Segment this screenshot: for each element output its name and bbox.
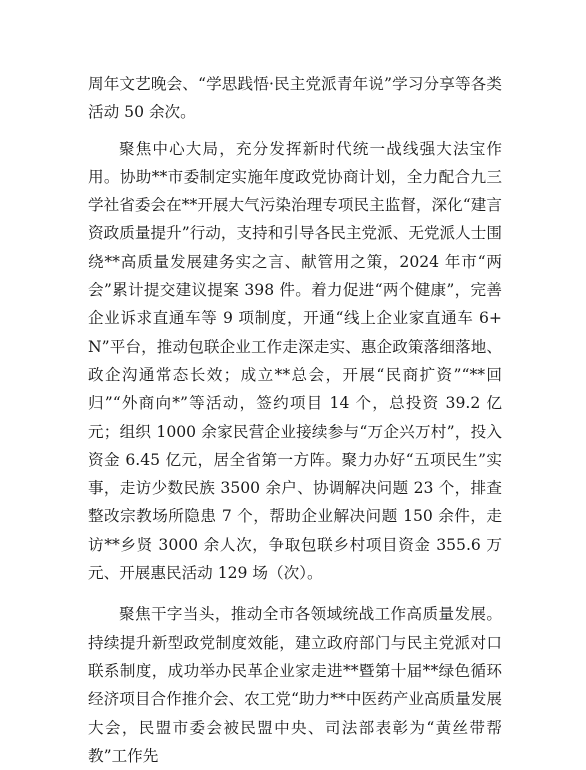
- paragraph-1: 周年文艺晚会、“学思践悟·民主党派青年说”学习分享等各类活动 50 余次。: [88, 75, 502, 122]
- paragraph-2: 聚焦中心大局，充分发挥新时代统一战线强大法宝作用。协助**市委制定实施年度政党协商计划，全力配合九三学社省委会在**开展大气污染治理专项民主监督，深化“建言资政质量提升”行动，支持和引导各民主党派、无党派人士围绕**高质量发展建务实之言、献管用之策，2024 年市“两会”累计提交建议提案 398 件。着力促进“两个健康”，完善企业诉求直通车等 9 项制度，开通“线上企业家直通车 6+N”平台，推动包联企业工作走深走实、惠企政策落细落地、政企沟通常态长效；成立**总会，开展“民商扩资”“**回归”“外商向*”等活动，签约项目 14 个，总投资 39.2 亿元；组织 1000 余家民营企业接续参与“万企兴万村”，投入资金 6.45 亿元，居全省第一方阵。聚力办好“五项民生”实事，走访少数民族 3500 余户、协调解决问题 23 个，排查整改宗教场所隐患 7 个，帮助企业解决问题 150 余件，走访**乡贤 3000 余人次，争取包联乡村项目资金 355.6 万元、开展惠民活动 129 场（次）。: [88, 139, 502, 583]
- paragraph-3: 聚焦干字当头，推动全市各领域统战工作高质量发展。持续提升新型政党制度效能，建立政府部门与民主党派对口联系制度，成功举办民革企业家走进**暨第十届**绿色循环经济项目合作推介会、农工党“助力**中医药产业高质量发展大会，民盟市委会被民盟中央、司法部表彰为“黄丝带帮教”工作先: [88, 605, 502, 765]
- document-page: [88, 70, 502, 770]
